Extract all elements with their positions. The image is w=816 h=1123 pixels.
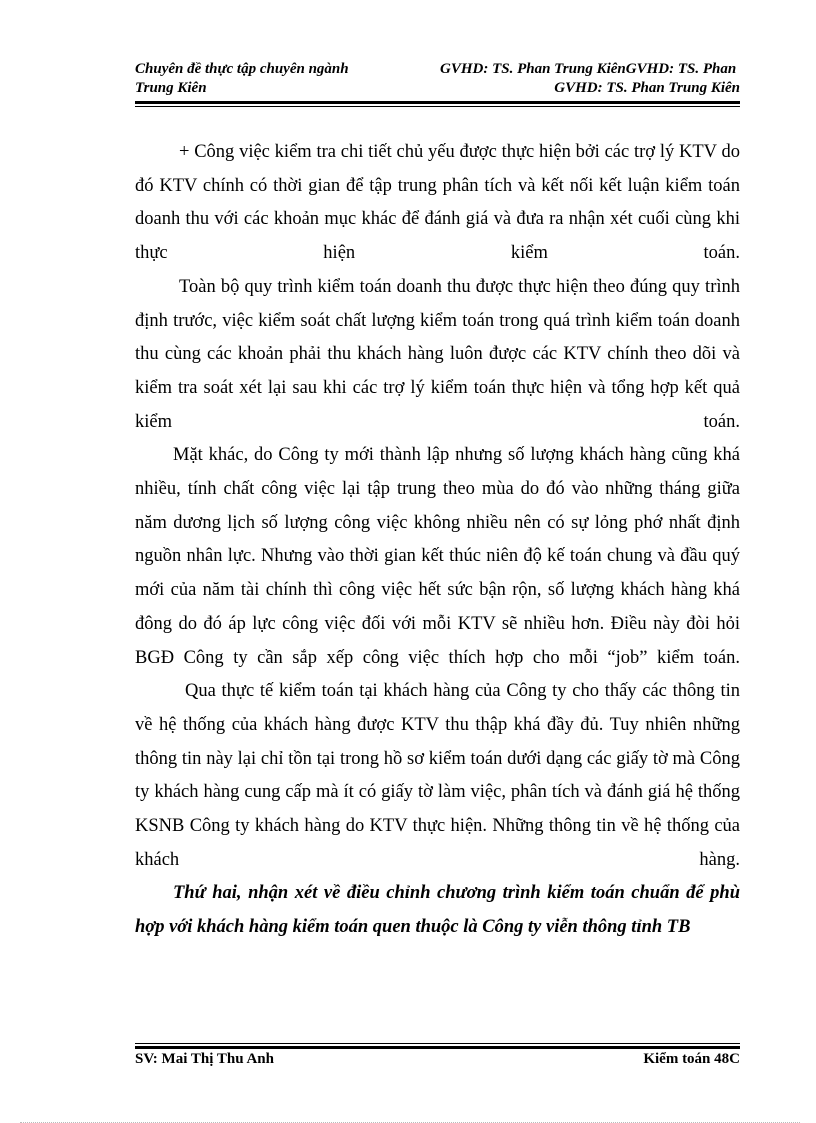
paragraph-4: Qua thực tế kiểm toán tại khách hàng của Công ty cho thấy các thông tin về hệ thống của khách hàng được KTV thu thập khá đầy đủ. Tuy nhiên những thông tin này lại chỉ tồn tại trong hồ sơ kiểm toán dưới dạng các giấy tờ mà Công ty khách hàng cung cấp mà ít có giấy tờ làm việc, phân tích và đánh giá hệ thống KSNB Công ty khách hàng do KTV thực hiện. Những thông tin về hệ thống của khách hàng.: [135, 681, 740, 870]
section-subtitle: Thứ hai, nhận xét về điều chỉnh chương trình kiểm toán chuẩn để phù hợp với khách hàng kiểm toán quen thuộc là Công ty viễn thông tỉnh TB: [135, 883, 740, 938]
paragraph-3: Mặt khác, do Công ty mới thành lập nhưng số lượng khách hàng cũng khá nhiều, tính chất công việc lại tập trung theo mùa do đó vào những tháng giữa năm dương lịch số lượng công việc không nhiều nên có sự lỏng phớ nhất định nguồn nhân lực. Nhưng vào thời gian kết thúc niên độ kế toán chung và đầu quý mới của năm tài chính thì công việc hết sức bận rộn, số lượng khách hàng khá đông do đó áp lực công việc đối với mỗi KTV sẽ nhiều hơn. Điều này đòi hỏi BGĐ Công ty cần sắp xếp công việc thích hợp cho mỗi “job” kiểm toán.: [135, 445, 740, 668]
paragraph-2: Toàn bộ quy trình kiểm toán doanh thu được thực hiện theo đúng quy trình định trước, việc kiểm soát chất lượng kiểm toán trong quá trình kiểm toán doanh thu cùng các khoản phải thu khách hàng luôn được các KTV chính theo dõi và kiểm tra soát xét lại sau khi các trợ lý kiểm toán thực hiện và tổng hợp kết quả kiểm toán.: [135, 276, 740, 432]
header-supervisor-cont: Trung Kiên: [135, 80, 207, 96]
header-supervisor-1: GVHD: TS. Phan Trung KiênGVHD: TS. Phan: [440, 61, 737, 77]
page-body: [135, 136, 740, 945]
footer-student-name: SV: Mai Thị Thu Anh: [135, 1051, 274, 1067]
header-course-title: Chuyên đề thực tập chuyên ngành: [135, 61, 349, 77]
footer-class-name: Kiểm toán 48C: [643, 1051, 740, 1067]
page-header: [135, 60, 740, 98]
header-supervisor-2: GVHD: TS. Phan Trung Kiên: [554, 80, 740, 96]
header-row-1: [135, 60, 740, 79]
header-row-2: [135, 79, 740, 98]
paragraph-1: + Công việc kiểm tra chi tiết chủ yếu được thực hiện bởi các trợ lý KTV do đó KTV chính có thời gian để tập trung phân tích và kết nối kết luận kiểm toán doanh thu với các khoản mục khác để đánh giá và đưa ra nhận xét cuối cùng khi thực hiện kiểm toán.: [135, 142, 740, 264]
header-divider: [135, 101, 740, 107]
footer-divider: [135, 1043, 740, 1049]
